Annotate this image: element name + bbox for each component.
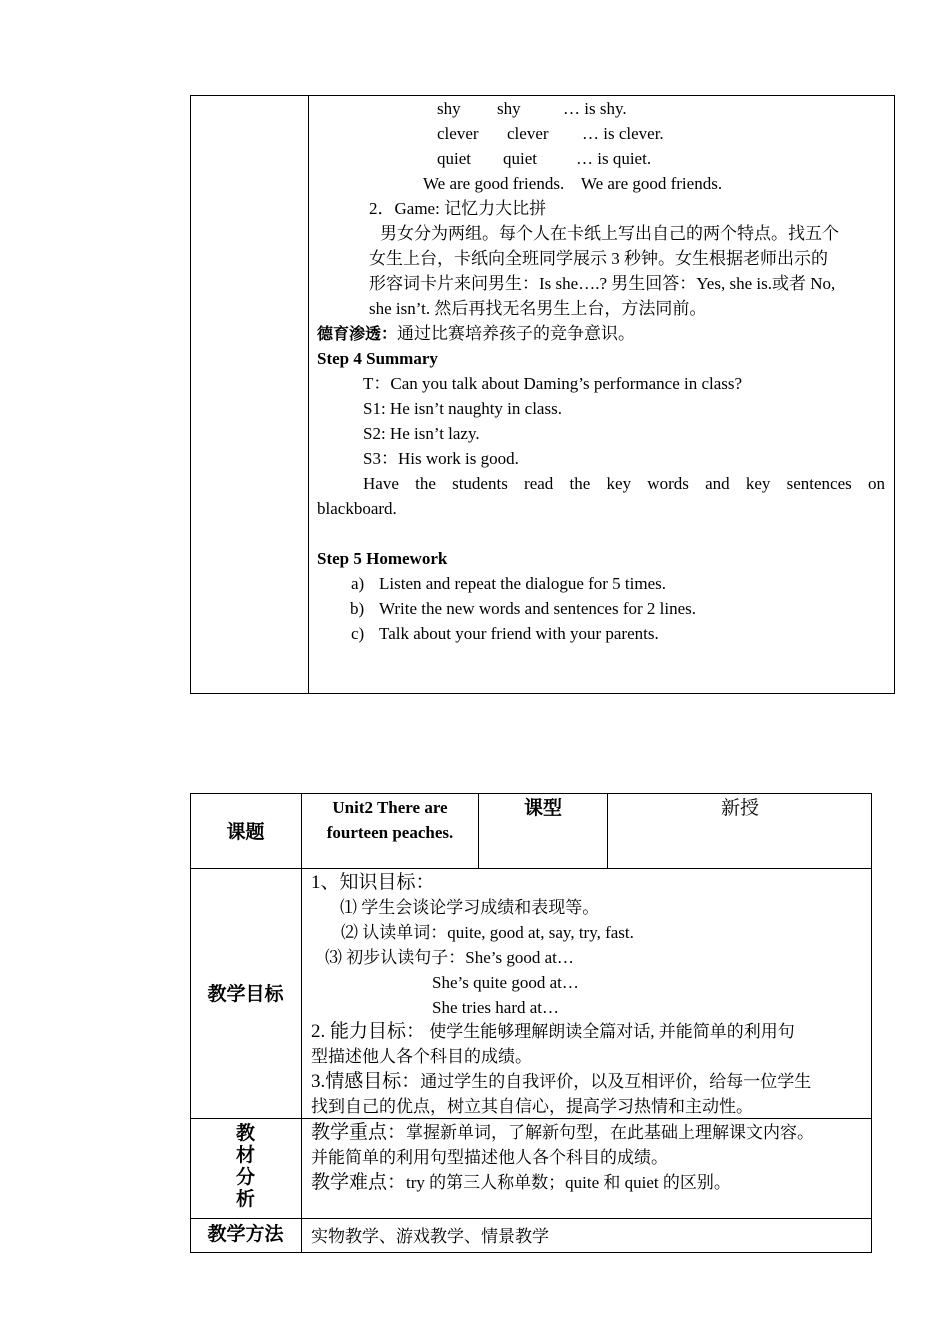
key-point-head: 教学重点： <box>311 1122 407 1143</box>
homework-text: Write the new words and sentences for 2 lines. <box>379 599 697 618</box>
topic-value <box>302 795 478 845</box>
friends-line: We are good friends. We are good friends. <box>423 174 723 193</box>
homework-text: Listen and repeat the dialogue for 5 times. <box>379 574 667 593</box>
step4-line: S3：His work is good. <box>363 449 519 468</box>
goal-item: She tries hard at… <box>432 998 559 1017</box>
drill-word: clever <box>437 124 479 143</box>
analysis-label-char: 分 <box>235 1166 255 1188</box>
difficulty-line <box>311 1170 731 1195</box>
topic-value-line: fourteen peaches. <box>326 823 454 842</box>
game-description: 女生上台，卡纸向全班同学展示 3 秒钟。女生根据老师出示的 <box>369 249 828 268</box>
label-column-divider <box>301 793 302 1253</box>
list-marker: b) <box>350 599 365 618</box>
game-description: she isn’t. 然后再找无名男生上台，方法同前。 <box>369 299 707 318</box>
analysis-label-char: 材 <box>235 1144 255 1166</box>
difficulty-head: 教学难点： <box>311 1172 407 1193</box>
drill-sentence: … is clever. <box>582 124 664 143</box>
goal-item: She’s quite good at… <box>432 973 579 992</box>
drill-sentence: … is quiet. <box>576 149 652 168</box>
word: sentences <box>786 474 852 493</box>
lesson-type-value: 新授 <box>720 797 759 819</box>
key-point-line <box>311 1120 814 1145</box>
drill-word: quiet <box>503 149 537 168</box>
emotion-text-cont: 找到自己的优点，树立其自信心，提高学习热情和主动性。 <box>311 1097 753 1116</box>
word: on <box>867 474 885 493</box>
word: students <box>452 474 508 493</box>
analysis-label <box>190 1122 301 1210</box>
word: key <box>745 474 771 493</box>
topic-label: 课题 <box>226 821 265 843</box>
moral-line <box>317 321 635 346</box>
ability-head: 2. 能力目标： <box>311 1021 426 1042</box>
moral-label: 德育渗透： <box>317 324 398 343</box>
goals-label: 教学目标 <box>207 983 284 1005</box>
drill-word: shy <box>437 99 461 118</box>
word: Have <box>363 474 399 493</box>
drill-sentence: … is shy. <box>563 99 627 118</box>
goal-item: ⑶ 初步认读句子：She’s good at… <box>325 948 574 967</box>
ability-text: 使学生能够理解朗读全篇对话, 并能简单的利用句 <box>425 1022 795 1041</box>
step4-line: S1: He isn’t naughty in class. <box>363 399 562 418</box>
method-label: 教学方法 <box>207 1223 284 1245</box>
step4-end: blackboard. <box>317 499 397 518</box>
ability-text-cont: 型描述他人各个科目的成绩。 <box>311 1047 532 1066</box>
word: key <box>606 474 632 493</box>
goal-item: ⑴ 学生会谈论学习成绩和表现等。 <box>340 898 600 917</box>
homework-text: Talk about your friend with your parents. <box>379 624 659 643</box>
analysis-label-char: 教 <box>235 1122 255 1144</box>
word: the <box>569 474 591 493</box>
step4-line: S2: He isn’t lazy. <box>363 424 480 443</box>
method-value: 实物教学、游戏教学、情景教学 <box>311 1227 549 1246</box>
row-divider <box>190 1218 872 1219</box>
word: words <box>647 474 689 493</box>
goal-item: ⑵ 认读单词：quite, good at, say, try, fast. <box>341 923 634 942</box>
row-divider <box>190 868 872 869</box>
step4-title: Step 4 Summary <box>317 349 438 368</box>
topic-value-line: Unit2 There are <box>332 798 448 817</box>
key-point-text: 掌握新单词，了解新句型，在此基础上理解课文内容。 <box>406 1123 815 1142</box>
analysis-label-char: 析 <box>235 1188 255 1210</box>
word: read <box>524 474 554 493</box>
word: the <box>415 474 436 493</box>
ability-line <box>311 1019 795 1044</box>
emotion-head: 3.情感目标： <box>311 1071 421 1092</box>
step4-line: T：Can you talk about Daming’s performance in class? <box>363 374 743 393</box>
lesson-type-label: 课型 <box>523 797 562 819</box>
step4-justified-line <box>363 471 885 496</box>
emotion-line <box>311 1069 811 1094</box>
moral-text: 通过比赛培养孩子的竞争意识。 <box>397 324 636 343</box>
emotion-text: 通过学生的自我评价，以及互相评价，给每一位学生 <box>420 1072 812 1091</box>
drill-word: quiet <box>437 149 471 168</box>
game-description: 男女分为两组。每个人在卡纸上写出自己的两个特点。找五个 <box>380 224 839 243</box>
upper-table-divider <box>308 95 309 694</box>
game-description: 形容词卡片来问男生：Is she….? 男生回答：Yes, she is.或者 No, <box>369 274 836 293</box>
list-marker: c) <box>351 624 365 643</box>
list-marker: a) <box>351 574 365 593</box>
difficulty-text: try 的第三人称单数；quite 和 quiet 的区别。 <box>406 1173 731 1192</box>
step5-title: Step 5 Homework <box>317 549 448 568</box>
knowledge-title: 1、知识目标： <box>311 872 435 893</box>
word: and <box>705 474 730 493</box>
game-title: 2．Game: 记忆力大比拼 <box>369 199 547 218</box>
drill-word: shy <box>497 99 521 118</box>
drill-word: clever <box>507 124 549 143</box>
key-point-cont: 并能简单的利用句型描述他人各个科目的成绩。 <box>311 1148 668 1167</box>
